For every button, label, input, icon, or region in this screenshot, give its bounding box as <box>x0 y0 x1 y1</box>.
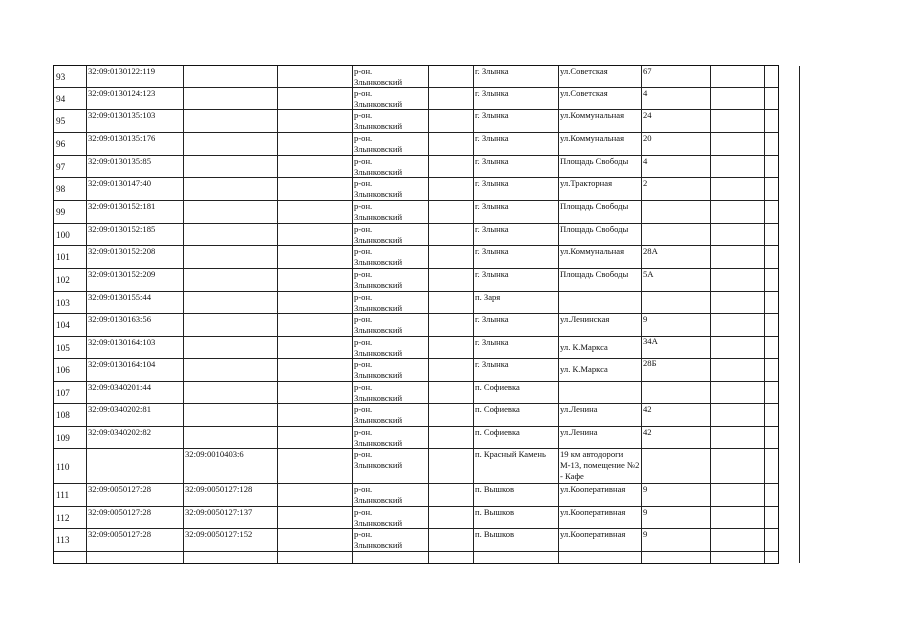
cadastral-number-cell: 32:09:0130152:208 <box>88 246 156 256</box>
related-cadastral-number-cell: 32:09:0050127:152 <box>185 529 253 539</box>
district-name-cell: Злынковский <box>354 77 403 87</box>
cadastral-number-cell: 32:09:0130163:56 <box>88 314 152 324</box>
row-number-cell: 96 <box>56 139 66 149</box>
cadastral-number-cell: 32:09:0340202:82 <box>88 427 152 437</box>
district-name-cell: Злынковский <box>354 189 403 199</box>
cadastral-number-cell: 32:09:0050127:28 <box>88 484 152 494</box>
district-name-cell: Злынковский <box>354 495 403 505</box>
district-name-cell: Злынковский <box>354 303 403 313</box>
cadastral-number-cell: 32:09:0340202:81 <box>88 404 152 414</box>
district-name-cell: Злынковский <box>354 393 403 403</box>
district-name-cell: Злынковский <box>354 167 403 177</box>
column-divider <box>86 66 87 563</box>
locality-cell: г. Злынка <box>475 359 509 369</box>
cadastral-number-cell: 32:09:0130152:181 <box>88 201 156 211</box>
row-number-cell: 108 <box>56 410 70 420</box>
row-number-cell: 94 <box>56 94 66 104</box>
row-number-cell: 97 <box>56 162 66 172</box>
street-cell: ул.Ленина <box>560 427 598 437</box>
table-row <box>54 292 778 314</box>
locality-cell: г. Злынка <box>475 178 509 188</box>
district-label-cell: р-он. <box>354 427 373 437</box>
district-label-cell: р-он. <box>354 110 373 120</box>
district-label-cell: р-он. <box>354 337 373 347</box>
locality-cell: п. Софиевка <box>475 404 520 414</box>
cadastral-number-cell: 32:09:0130147:40 <box>88 178 152 188</box>
house-number-cell: 67 <box>643 66 652 76</box>
table-row <box>54 246 778 269</box>
column-divider <box>183 66 184 563</box>
district-label-cell: р-он. <box>354 382 373 392</box>
district-label-cell: р-он. <box>354 156 373 166</box>
street-cell: Площадь Свободы <box>560 224 629 234</box>
street-cell: ул.Коммунальная <box>560 110 625 120</box>
table-row <box>54 224 778 246</box>
column-divider <box>428 66 429 563</box>
column-divider <box>764 66 765 563</box>
district-name-cell: Злынковский <box>354 540 403 550</box>
table-row <box>54 359 778 382</box>
district-name-cell: Злынковский <box>354 348 403 358</box>
locality-cell: п. Софиевка <box>475 382 520 392</box>
cadastral-number-cell: 32:09:0130135:85 <box>88 156 152 166</box>
column-divider <box>473 66 474 563</box>
table-row <box>54 507 778 529</box>
district-label-cell: р-он. <box>354 133 373 143</box>
street-cell: Площадь Свободы <box>560 156 629 166</box>
district-name-cell: Злынковский <box>354 257 403 267</box>
table-row <box>54 269 778 292</box>
row-number-cell: 100 <box>56 230 70 240</box>
district-label-cell: р-он. <box>354 224 373 234</box>
table-row <box>54 529 778 552</box>
house-number-cell: 2 <box>643 178 648 188</box>
column-divider <box>710 66 711 563</box>
table-row <box>54 404 778 427</box>
district-name-cell: Злынковский <box>354 438 403 448</box>
street-cell: ул.Кооперативная <box>560 507 626 517</box>
district-label-cell: р-он. <box>354 66 373 76</box>
cadastral-number-cell: 32:09:0130155:44 <box>88 292 152 302</box>
row-number-cell: 102 <box>56 275 70 285</box>
street-cell: Площадь Свободы <box>560 201 629 211</box>
table-row <box>54 484 778 507</box>
street-cell: 19 км автодороги М-13, помещение №2 - Кафе <box>560 449 640 481</box>
district-name-cell: Злынковский <box>354 325 403 335</box>
house-number-cell: 24 <box>643 110 652 120</box>
street-cell: ул.Советская <box>560 88 608 98</box>
district-name-cell: Злынковский <box>354 99 403 109</box>
row-number-cell: 99 <box>56 207 66 217</box>
cadastral-number-cell: 32:09:0130152:185 <box>88 224 156 234</box>
locality-cell: п. Заря <box>475 292 501 302</box>
house-number-cell: 4 <box>643 156 648 166</box>
row-number-cell: 95 <box>56 116 66 126</box>
locality-cell: г. Злынка <box>475 246 509 256</box>
house-number-cell: 9 <box>643 507 648 517</box>
district-label-cell: р-он. <box>354 484 373 494</box>
house-number-cell: 9 <box>643 484 648 494</box>
district-label-cell: р-он. <box>354 404 373 414</box>
house-number-cell: 42 <box>643 427 652 437</box>
street-cell: ул.Ленинская <box>560 314 610 324</box>
cadastral-number-cell: 32:09:0050127:28 <box>88 507 152 517</box>
table-row <box>54 427 778 449</box>
street-cell: ул.Коммунальная <box>560 246 625 256</box>
cadastral-number-cell: 32:09:0130152:209 <box>88 269 156 279</box>
row-number-cell: 112 <box>56 513 70 523</box>
column-divider <box>799 66 800 563</box>
locality-cell: п. Вышков <box>475 484 515 494</box>
cadastral-number-cell: 32:09:0130164:103 <box>88 337 156 347</box>
house-number-cell: 20 <box>643 133 652 143</box>
street-cell: ул. К.Маркса <box>560 342 608 352</box>
table-row <box>54 156 778 178</box>
row-number-cell: 104 <box>56 320 70 330</box>
cadastral-number-cell: 32:09:0130135:176 <box>88 133 156 143</box>
district-label-cell: р-он. <box>354 507 373 517</box>
table-row <box>54 110 778 133</box>
cadastral-number-cell: 32:09:0130124:123 <box>88 88 156 98</box>
district-name-cell: Злынковский <box>354 280 403 290</box>
district-name-cell: Злынковский <box>354 144 403 154</box>
column-divider <box>352 66 353 563</box>
district-label-cell: р-он. <box>354 292 373 302</box>
row-number-cell: 101 <box>56 252 70 262</box>
locality-cell: г. Злынка <box>475 66 509 76</box>
table-row <box>54 88 778 110</box>
district-label-cell: р-он. <box>354 314 373 324</box>
house-number-cell: 34А <box>643 336 658 346</box>
locality-cell: г. Злынка <box>475 88 509 98</box>
table-row <box>54 382 778 404</box>
locality-cell: г. Злынка <box>475 314 509 324</box>
district-label-cell: р-он. <box>354 201 373 211</box>
house-number-cell: 9 <box>643 314 648 324</box>
district-label-cell: р-он. <box>354 178 373 188</box>
district-label-cell: р-он. <box>354 529 373 539</box>
locality-cell: г. Злынка <box>475 269 509 279</box>
street-cell: ул.Тракторная <box>560 178 613 188</box>
house-number-cell: 28Б <box>643 358 657 368</box>
row-number-cell: 110 <box>56 462 70 472</box>
district-label-cell: р-он. <box>354 359 373 369</box>
street-cell: ул.Ленина <box>560 404 598 414</box>
district-label-cell: р-он. <box>354 269 373 279</box>
cadastral-number-cell: 32:09:0050127:28 <box>88 529 152 539</box>
cadastral-number-cell: 32:09:0130122:119 <box>88 66 155 76</box>
district-label-cell: р-он. <box>354 88 373 98</box>
district-label-cell: р-он. <box>354 246 373 256</box>
street-cell: ул.Кооперативная <box>560 484 626 494</box>
column-divider <box>558 66 559 563</box>
locality-cell: г. Злынка <box>475 156 509 166</box>
column-divider <box>641 66 642 563</box>
street-cell: ул. К.Маркса <box>560 364 608 374</box>
locality-cell: г. Злынка <box>475 224 509 234</box>
table-row <box>54 178 778 201</box>
row-number-cell: 107 <box>56 388 70 398</box>
row-number-cell: 103 <box>56 298 70 308</box>
related-cadastral-number-cell: 32:09:0050127:128 <box>185 484 253 494</box>
locality-cell: п. Софиевка <box>475 427 520 437</box>
row-number-cell: 111 <box>56 490 70 500</box>
row-number-cell: 105 <box>56 343 70 353</box>
cadastral-number-cell: 32:09:0130164:104 <box>88 359 156 369</box>
table-row <box>54 66 778 88</box>
row-number-cell: 109 <box>56 433 70 443</box>
table-row <box>54 133 778 156</box>
street-cell: ул.Кооперативная <box>560 529 626 539</box>
district-name-cell: Злынковский <box>354 460 403 470</box>
locality-cell: г. Злынка <box>475 110 509 120</box>
row-number-cell: 113 <box>56 535 70 545</box>
cadastral-number-cell: 32:09:0130135:103 <box>88 110 156 120</box>
locality-cell: п. Вышков <box>475 529 515 539</box>
related-cadastral-number-cell: 32:09:0010403:6 <box>185 449 244 459</box>
district-name-cell: Злынковский <box>354 370 403 380</box>
cadastral-objects-table <box>53 65 779 564</box>
house-number-cell: 5А <box>643 269 654 279</box>
locality-cell: г. Злынка <box>475 337 509 347</box>
table-row <box>54 314 778 337</box>
street-cell: ул.Советская <box>560 66 608 76</box>
locality-cell: г. Злынка <box>475 133 509 143</box>
locality-cell: п. Вышков <box>475 507 515 517</box>
column-divider <box>277 66 278 563</box>
row-number-cell: 98 <box>56 184 66 194</box>
district-label-cell: р-он. <box>354 449 373 459</box>
district-name-cell: Злынковский <box>354 235 403 245</box>
table-row <box>54 201 778 224</box>
house-number-cell: 4 <box>643 88 648 98</box>
table-row <box>54 337 778 359</box>
district-name-cell: Злынковский <box>354 518 403 528</box>
row-number-cell: 93 <box>56 72 66 82</box>
house-number-cell: 28А <box>643 246 658 256</box>
related-cadastral-number-cell: 32:09:0050127:137 <box>185 507 253 517</box>
house-number-cell: 42 <box>643 404 652 414</box>
table-row <box>54 449 778 484</box>
street-cell: Площадь Свободы <box>560 269 629 279</box>
cadastral-number-cell: 32:09:0340201:44 <box>88 382 152 392</box>
district-name-cell: Злынковский <box>354 212 403 222</box>
locality-cell: г. Злынка <box>475 201 509 211</box>
row-number-cell: 106 <box>56 365 70 375</box>
street-cell: ул.Коммунальная <box>560 133 625 143</box>
district-name-cell: Злынковский <box>354 121 403 131</box>
house-number-cell: 9 <box>643 529 648 539</box>
district-name-cell: Злынковский <box>354 415 403 425</box>
locality-cell: п. Красный Камень <box>475 449 546 459</box>
